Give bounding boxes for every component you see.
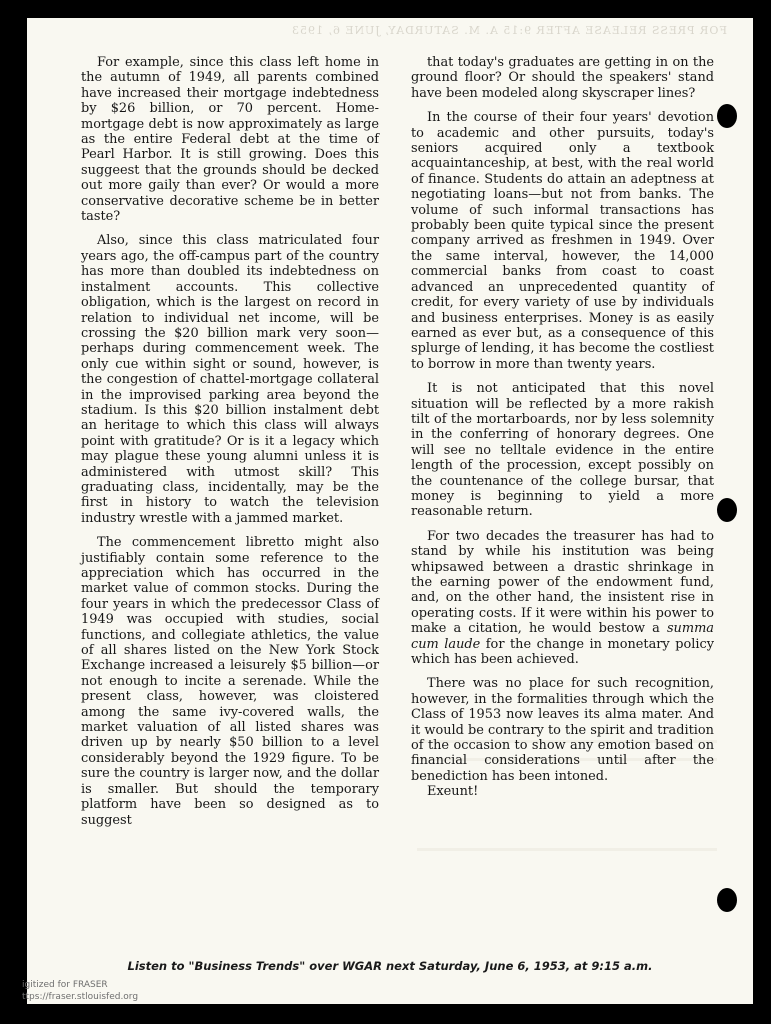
punch-hole <box>717 888 737 912</box>
latin-phrase: summa cum laude <box>411 621 714 652</box>
paragraph: For example, since this class left home in the autumn of 1949, all parents combined have increased their mortgage indebtedness by $26 billion, or 70 percent. Home-mortgage debt is now approximately as large as the entire Federal debt at the time of Pearl Harbor. It is still growing. Does this suggeest that the grounds should be decked out more gaily than ever? Or would a more conservative decorative scheme be in better taste? <box>81 55 379 225</box>
paragraph: In the course of their four years' devotion to academic and other pursuits, today's seniors acquired only a textbook acquaintanceship, at best, with the real world of finance. Students do attain an adeptness at negotiating loans—but not from banks. The volume of such informal transactions has probably been quite typical since the present company arrived as freshmen in 1949. Over the same interval, however, the 14,000 commercial banks from coast to coast advanced an unprecedented quantity of credit, for every variety of use by individuals and business enterprises. Money is as easily earned as ever but, as a consequence of this splurge of lending, it has become the costliest to borrow in more than twenty years. <box>411 110 714 372</box>
paragraph: Also, since this class matriculated four years ago, the off-campus part of the country has more than doubled its indebtedness on instalment accounts. This collective obligation, which is the largest on record in relation to individual net income, will be crossing the $20 billion mark very soon—perhaps during commencement week. The only cue within sight or sound, however, is the congestion of chattel-mortgage collateral in the improvised parking area beyond the stadium. Is this $20 billion instalment debt an heritage to which this class will always point with gratitude? Or is it a legacy which may plague these young alumni unless it is administered with utmost skill? This graduating class, incidentally, may be the first in history to watch the television industry wrestle with a jammed market. <box>81 233 379 526</box>
paragraph-treasurer <box>411 529 714 668</box>
closing-word: Exeunt! <box>427 784 479 800</box>
paragraph-text: For two decades the treasurer has had to stand by while his institution was being whipsawed between a drastic shrinkage in the earning power of the endowment fund, and, on the other hand, the insistent rise in operating costs. If it were within his power to make a citation, he would bestow a <box>411 528 714 637</box>
footer-announcement: Listen to "Business Trends" over WGAR next Saturday, June 6, 1953, at 9:15 a.m. <box>127 959 653 973</box>
bleed-through-text: FOR PRESS RELEASE AFTER 9:15 A. M. SATURDAY, JUNE 6, 1953 <box>290 24 727 37</box>
watermark-url: ttps://fraser.stlouisfed.org <box>22 992 139 1002</box>
right-column <box>411 55 714 809</box>
paragraph: There was no place for such recognition, however, in the formalities through which the Class of 1953 now leaves its alma mater. And it would be contrary to the spirit and tradition of the occasion to show any emotion based on financial considerations until after the benediction has been intoned. <box>411 676 714 784</box>
bleed-through-shadow <box>417 848 717 851</box>
paragraph-text: for the change in monetary policy which has been achieved. <box>411 636 714 668</box>
punch-hole <box>717 498 737 522</box>
watermark-line: igitized for FRASER <box>22 980 108 990</box>
left-column <box>81 55 379 837</box>
paragraph: that today's graduates are getting in on the ground floor? Or should the speakers' stand have been modeled along skyscraper lines? <box>411 55 714 101</box>
punch-hole <box>717 104 737 128</box>
paragraph: It is not anticipated that this novel situation will be reflected by a more rakish tilt of the mortarboards, nor by less solemnity in the conferring of honorary degrees. One will see no telltale evidence in the entire length of the procession, except possibly on the countenance of the college bursar, that money is beginning to yield a more reasonable return. <box>411 381 714 520</box>
document-page <box>27 18 753 1004</box>
paragraph: The commencement libretto might also justifiably contain some reference to the appreciation which has occurred in the market value of common stocks. During the four years in which the predecessor Class of 1949 was occupied with studies, social functions, and collegiate athletics, the value of all shares listed on the New York Stock Exchange increased a leisurely $5 billion—or not enough to incite a serenade. While the present class, however, was cloistered among the same ivy-covered walls, the market valuation of all listed shares was driven up by nearly $50 billion to a level considerably beyond the 1929 figure. To be sure the country is larger now, and the dollar is smaller. But should the temporary platform have been so designed as to suggest <box>81 535 379 828</box>
